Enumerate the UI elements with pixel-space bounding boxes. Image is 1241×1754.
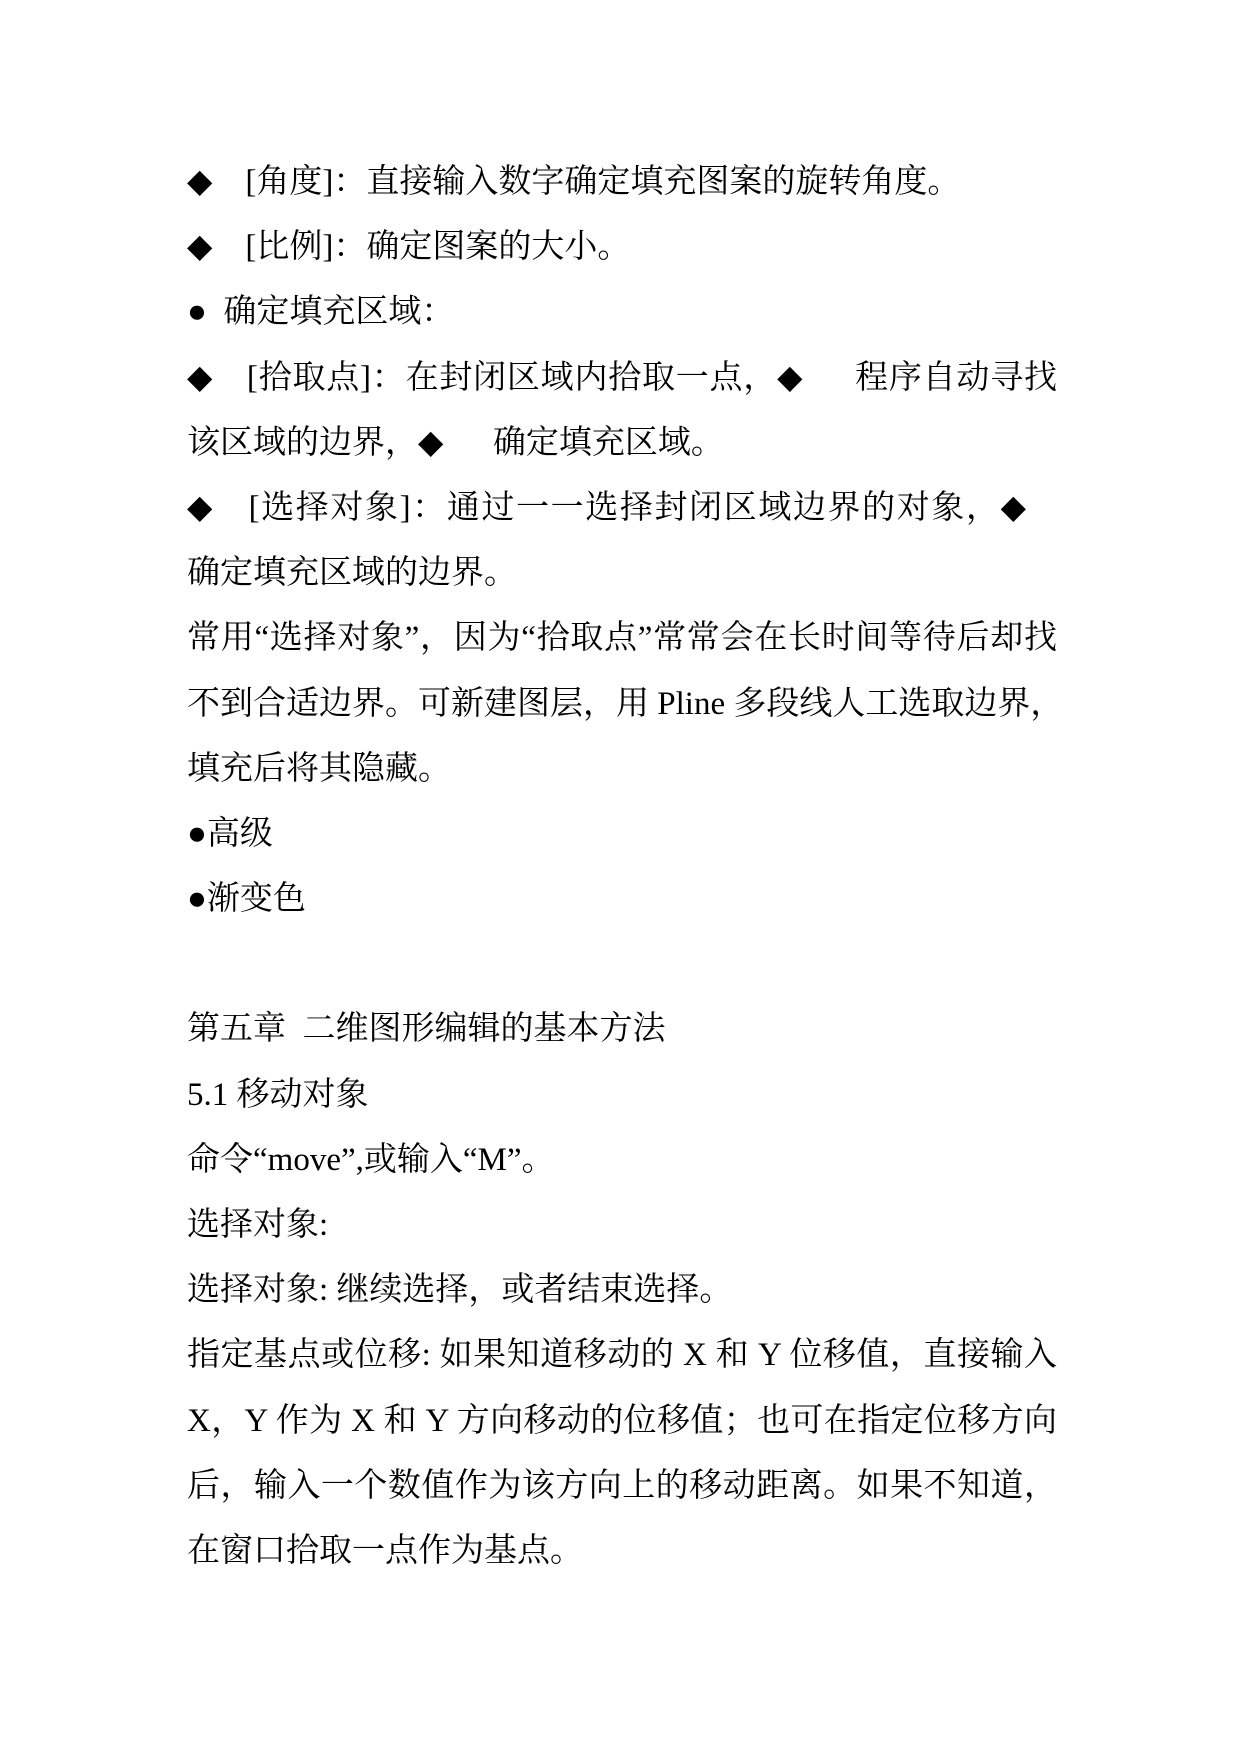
other-options-list <box>187 802 1057 932</box>
section-title: 5.1 移动对象 <box>187 1076 369 1113</box>
blank-line <box>187 932 1057 997</box>
pick-point-line: 该区域的边界，◆ 确定填充区域。 <box>187 424 724 461</box>
tip-paragraph-line: 填充后将其隐藏。 <box>187 750 451 787</box>
select-objects-line: 确定填充区域的边界。 <box>187 555 517 592</box>
base-point-line: 后，输入一个数值作为该方向上的移动距离。如果不知道， <box>187 1467 1057 1504</box>
hatch-angle-option: ◆ [角度]：直接输入数字确定填充图案的旋转角度。 <box>187 164 961 200</box>
tip-paragraph-line: 常用“选择对象”，因为“拾取点”常常会在长时间等待后却找 <box>187 620 1057 657</box>
select-objects-paragraph <box>187 476 1057 606</box>
fill-area-section <box>187 280 1064 802</box>
gradient-option: ●渐变色 <box>187 881 306 918</box>
select-objects-prompt: 选择对象: <box>187 1207 329 1243</box>
base-point-line: 指定基点或位移: 如果知道移动的 X 和 Y 位移值，直接输入 <box>187 1337 1057 1374</box>
hatch-options-list <box>187 150 1057 280</box>
hatch-scale-option: ◆ [比例]：确定图案的大小。 <box>187 229 631 266</box>
base-point-paragraph <box>187 1323 1057 1584</box>
base-point-line: 在窗口拾取一点作为基点。 <box>187 1532 583 1569</box>
tip-paragraph-line: 不到合适边界。可新建图层，用 Pline 多段线人工选取边界， <box>187 685 1064 722</box>
document-page <box>187 150 1064 1584</box>
chapter-title: 第五章 二维图形编辑的基本方法 <box>187 1011 666 1048</box>
base-point-line: X，Y 作为 X 和 Y 方向移动的位移值；也可在指定位移方向 <box>187 1402 1057 1439</box>
select-objects-continue-prompt: 选择对象: 继续选择，或者结束选择。 <box>187 1272 733 1309</box>
pick-point-line: ◆ [拾取点]：在封闭区域内拾取一点，◆ 程序自动寻找 <box>187 359 1057 396</box>
command-description: 命令“move”,或输入“M”。 <box>187 1141 555 1178</box>
chapter-section <box>187 997 1057 1584</box>
fill-area-heading: ● 确定填充区域： <box>187 294 455 331</box>
advanced-option: ●高级 <box>187 815 273 852</box>
pick-point-paragraph <box>187 346 1057 476</box>
select-objects-line: ◆ [选择对象]：通过一一选择封闭区域边界的对象，◆ <box>187 489 1026 526</box>
tip-paragraph <box>187 606 1064 802</box>
